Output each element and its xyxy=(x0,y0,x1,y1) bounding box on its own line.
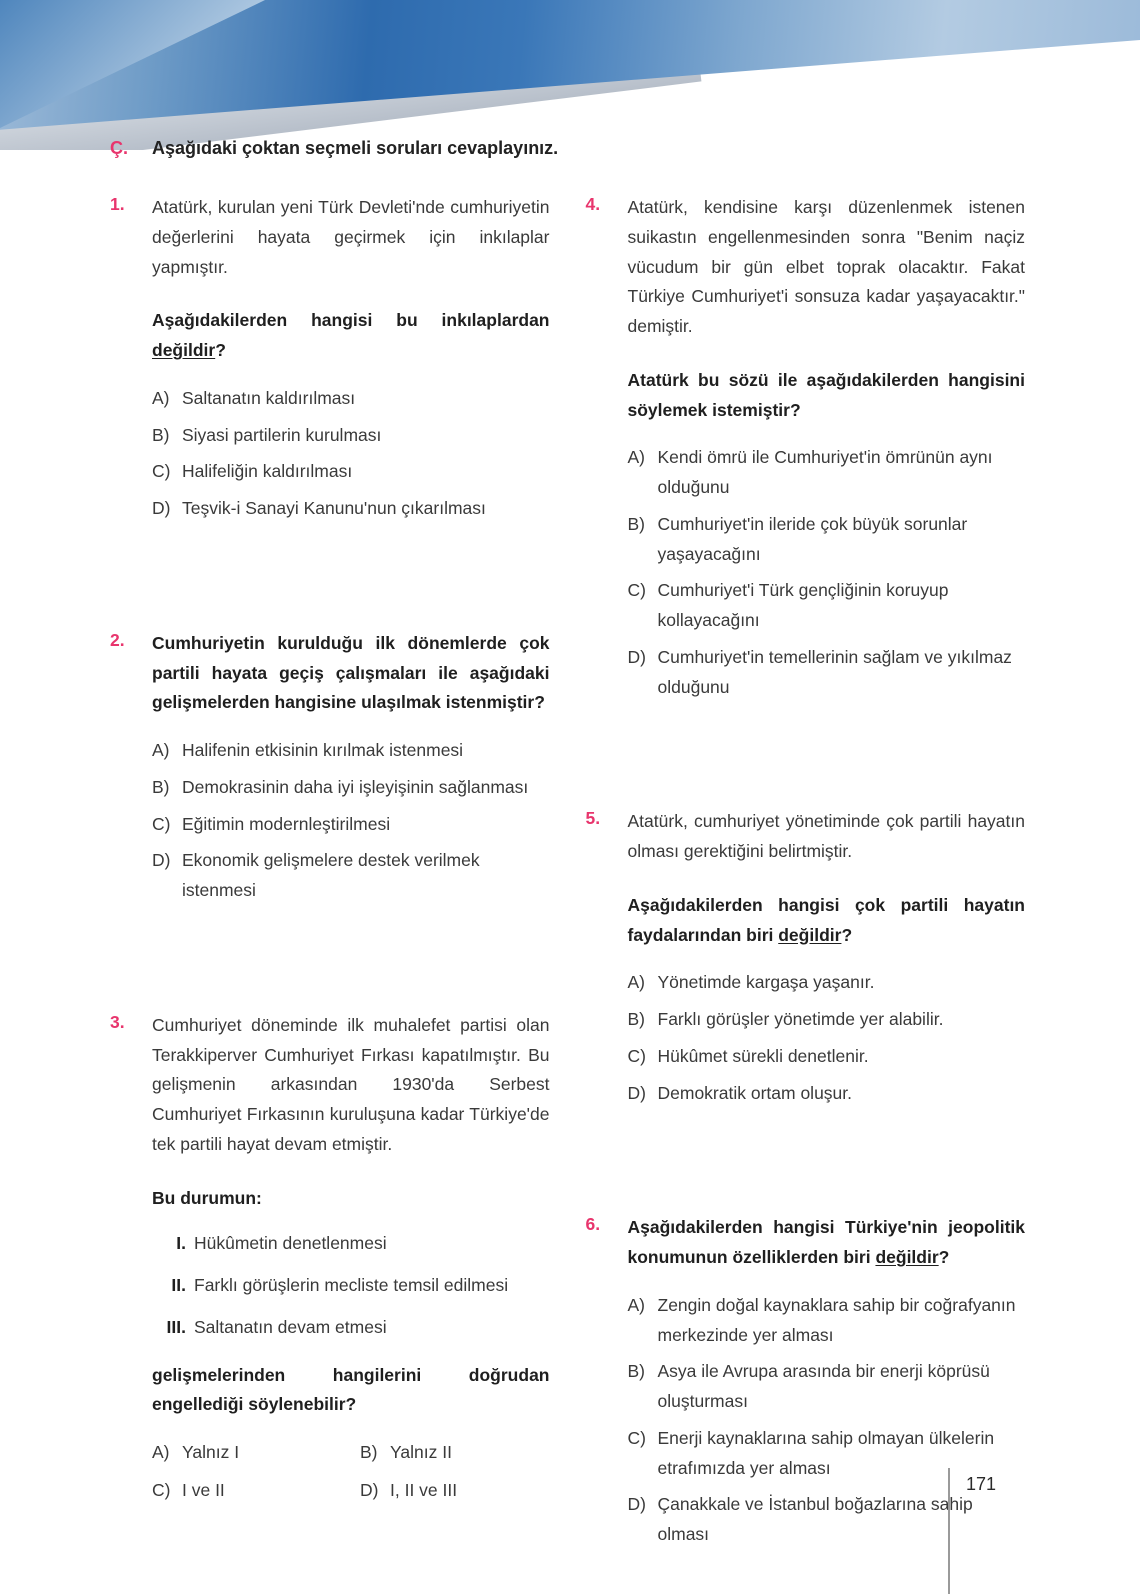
prompt-text: Aşağıdakilerden hangisi Türkiye'nin jeopolitik konumunun özelliklerden biri xyxy=(627,1217,1025,1267)
roman-text: Saltanatın devam etmesi xyxy=(194,1316,387,1337)
option-text: Cumhuriyet'in ileride çok büyük sorunlar yaşayacağını xyxy=(657,513,968,564)
option-letter: C) xyxy=(152,813,171,834)
option-text: Yalnız I xyxy=(182,1442,240,1462)
option-letter: A) xyxy=(627,447,645,468)
option xyxy=(152,846,550,906)
option-letter: A) xyxy=(152,387,170,408)
question-number: 5. xyxy=(585,808,601,829)
option xyxy=(360,1438,550,1468)
option-letter: D) xyxy=(360,1479,379,1500)
option-letter: D) xyxy=(152,850,171,871)
question-5 xyxy=(586,807,1026,1115)
option-text: I ve II xyxy=(182,1479,225,1500)
prompt-text: Aşağıdakilerden hangisi bu inkılaplardan xyxy=(152,310,550,331)
option-text: Teşvik-i Sanayi Kanunu'nun çıkarılması xyxy=(182,498,486,518)
question-3 xyxy=(110,1011,550,1506)
top-banner-decoration xyxy=(0,0,1140,150)
two-column-layout xyxy=(110,193,1025,1594)
question-2 xyxy=(110,629,550,913)
option-text: Cumhuriyet'in temellerinin sağlam ve yıkılmaz olduğunu xyxy=(657,646,1012,697)
option xyxy=(628,968,1026,998)
option xyxy=(628,510,1026,570)
option-letter: D) xyxy=(627,646,646,667)
options-list xyxy=(152,736,550,906)
question-body xyxy=(152,193,550,531)
option xyxy=(152,421,550,451)
question-number: 1. xyxy=(110,194,125,214)
option-letter: D) xyxy=(627,1082,646,1103)
option-text: Saltanatın kaldırılması xyxy=(182,387,356,408)
option-letter: C) xyxy=(627,580,646,601)
option-text: Demokratik ortam oluşur. xyxy=(657,1082,853,1103)
roman-item xyxy=(152,1271,550,1301)
roman-numeral: I. xyxy=(176,1233,186,1254)
option-text: Ekonomik gelişmelere destek verilmek istenmesi xyxy=(182,850,480,900)
question-stem-bold: Cumhuriyetin kurulduğu ilk dönemlerde çok partili hayata geçiş çalışmaları ile aşağıdaki gelişmelerden hangisine ulaşılmak istenmiştir? xyxy=(152,632,550,713)
page-number: 171 xyxy=(966,1474,997,1494)
section-title: Aşağıdaki çoktan seçmeli soruları cevaplayınız. xyxy=(152,138,559,158)
question-body xyxy=(628,193,1026,709)
option xyxy=(152,773,550,803)
question-prompt xyxy=(152,306,550,366)
option-text: Siyasi partilerin kurulması xyxy=(182,424,382,445)
question-number: 4. xyxy=(585,194,601,214)
option xyxy=(152,736,550,766)
option-letter: D) xyxy=(627,1494,646,1515)
option-letter: B) xyxy=(152,424,170,445)
option-letter: B) xyxy=(627,1361,645,1382)
option-text: Demokrasinin daha iyi işleyişinin sağlanması xyxy=(182,776,529,797)
prompt-text-after: ? xyxy=(215,340,226,360)
option-letter: A) xyxy=(152,740,170,760)
option xyxy=(628,1042,1026,1072)
question-prompt: Atatürk bu sözü ile aşağıdakilerden hangisini söylemek istemiştir? xyxy=(627,369,1025,420)
option-text: Eğitimin modernleştirilmesi xyxy=(182,813,391,834)
option-text: Farklı görüşler yönetimde yer alabilir. xyxy=(657,1009,944,1029)
options-list xyxy=(628,443,1026,702)
question-stem: Atatürk, cumhuriyet yönetiminde çok partili hayatın olması gerektiğini belirtmiştir. xyxy=(627,811,1025,861)
page-content xyxy=(110,138,1025,1594)
option xyxy=(152,384,550,414)
option xyxy=(152,494,550,524)
option xyxy=(628,1005,1026,1035)
option-letter: A) xyxy=(627,1294,645,1315)
option-text: Çanakkale ve İstanbul boğazlarına sahip olması xyxy=(657,1494,973,1544)
question-body xyxy=(628,807,1026,1115)
option-text: Halifenin etkisinin kırılmak istenmesi xyxy=(182,740,464,760)
option xyxy=(628,1357,1026,1417)
question-prompt: gelişmelerinden hangilerini doğrudan engellediği söylenebilir? xyxy=(152,1364,550,1415)
option-text: Cumhuriyet'i Türk gençliğinin koruyup kollayacağını xyxy=(657,580,949,630)
question-number: 6. xyxy=(585,1214,601,1235)
option-letter: B) xyxy=(360,1442,378,1462)
option xyxy=(152,810,550,840)
option-text: Asya ile Avrupa arasında bir enerji köprüsü oluşturması xyxy=(657,1361,990,1411)
option-text: Kendi ömrü ile Cumhuriyet'in ömrünün aynı olduğunu xyxy=(657,447,993,497)
roman-text: Hükûmetin denetlenmesi xyxy=(194,1233,387,1254)
option xyxy=(360,1476,550,1506)
section-header xyxy=(110,138,1025,159)
option xyxy=(152,1438,360,1468)
option xyxy=(628,576,1026,636)
option xyxy=(628,1291,1026,1351)
option-letter: A) xyxy=(627,972,645,993)
option xyxy=(628,643,1026,703)
option-letter: B) xyxy=(152,776,170,797)
question-body xyxy=(152,629,550,913)
roman-numeral: II. xyxy=(171,1275,186,1295)
option-letter: C) xyxy=(627,1427,646,1448)
question-1 xyxy=(110,193,550,531)
prompt-text-after: ? xyxy=(938,1247,950,1267)
option xyxy=(152,457,550,487)
options-list xyxy=(628,968,1026,1108)
roman-item xyxy=(152,1313,550,1343)
prompt-underlined-word: değildir xyxy=(152,340,216,360)
option xyxy=(628,1079,1026,1109)
question-prompt xyxy=(628,1213,1026,1273)
right-column xyxy=(586,193,1026,1594)
option-text: Yalnız II xyxy=(390,1442,452,1462)
page-number-block xyxy=(948,1468,996,1594)
question-subheading: Bu durumun: xyxy=(152,1187,262,1208)
option-letter: B) xyxy=(627,513,645,534)
roman-numeral: III. xyxy=(166,1316,186,1337)
question-stem: Cumhuriyet döneminde ilk muhalefet partisi olan Terakkiperver Cumhuriyet Fırkası kapatılmıştır. Bu gelişmenin arkasından 1930'da Serbest Cumhuriyet Fırkasının kuruluşuna kadar Türkiye'de tek partili hayat devam etmiştir. xyxy=(152,1014,550,1154)
option-text: Hükûmet sürekli denetlenir. xyxy=(657,1045,869,1066)
option-letter: C) xyxy=(627,1045,646,1066)
question-stem: Atatürk, kendisine karşı düzenlenmek istenen suikastın engellenmesinden sonra "Benim naçiz vücudum bir gün elbet toprak olacaktır. Fakat Türkiye Cumhuriyet'i sonsuza kadar yaşayacaktır." demiştir. xyxy=(627,197,1025,336)
question-4 xyxy=(586,193,1026,709)
option-letter: C) xyxy=(152,1479,171,1500)
left-column xyxy=(110,193,550,1594)
roman-numeral-list xyxy=(152,1229,550,1342)
options-list xyxy=(152,384,550,524)
question-body xyxy=(152,1011,550,1506)
roman-item xyxy=(152,1229,550,1259)
options-grid xyxy=(152,1438,550,1506)
question-number: 3. xyxy=(110,1011,125,1032)
prompt-underlined-word: değildir xyxy=(778,924,842,945)
option-letter: D) xyxy=(152,498,171,518)
option-letter: C) xyxy=(152,461,171,482)
option-text: Yönetimde kargaşa yaşanır. xyxy=(657,972,875,993)
option-text: Enerji kaynaklarına sahip olmayan ülkelerin etrafımızda yer alması xyxy=(657,1427,995,1478)
option-letter: A) xyxy=(152,1442,170,1462)
option-text: Halifeliğin kaldırılması xyxy=(182,461,353,482)
option-text: I, II ve III xyxy=(390,1479,458,1500)
prompt-text: Aşağıdakilerden hangisi çok partili hayatın faydalarından biri xyxy=(627,894,1025,945)
option xyxy=(152,1476,360,1506)
section-letter: Ç. xyxy=(110,138,128,158)
question-prompt xyxy=(628,891,1026,951)
question-stem: Atatürk, kurulan yeni Türk Devleti'nde cumhuriyetin değerlerini hayata geçirmek için inkılaplar yapmıştır. xyxy=(152,197,550,277)
prompt-text-after: ? xyxy=(841,924,853,945)
prompt-underlined-word: değildir xyxy=(875,1247,939,1267)
option-letter: B) xyxy=(627,1009,645,1029)
option xyxy=(628,443,1026,503)
option-text: Zengin doğal kaynaklara sahip bir coğrafyanın merkezinde yer alması xyxy=(657,1294,1016,1345)
question-number: 2. xyxy=(110,629,125,650)
roman-text: Farklı görüşlerin mecliste temsil edilmesi xyxy=(194,1275,509,1295)
